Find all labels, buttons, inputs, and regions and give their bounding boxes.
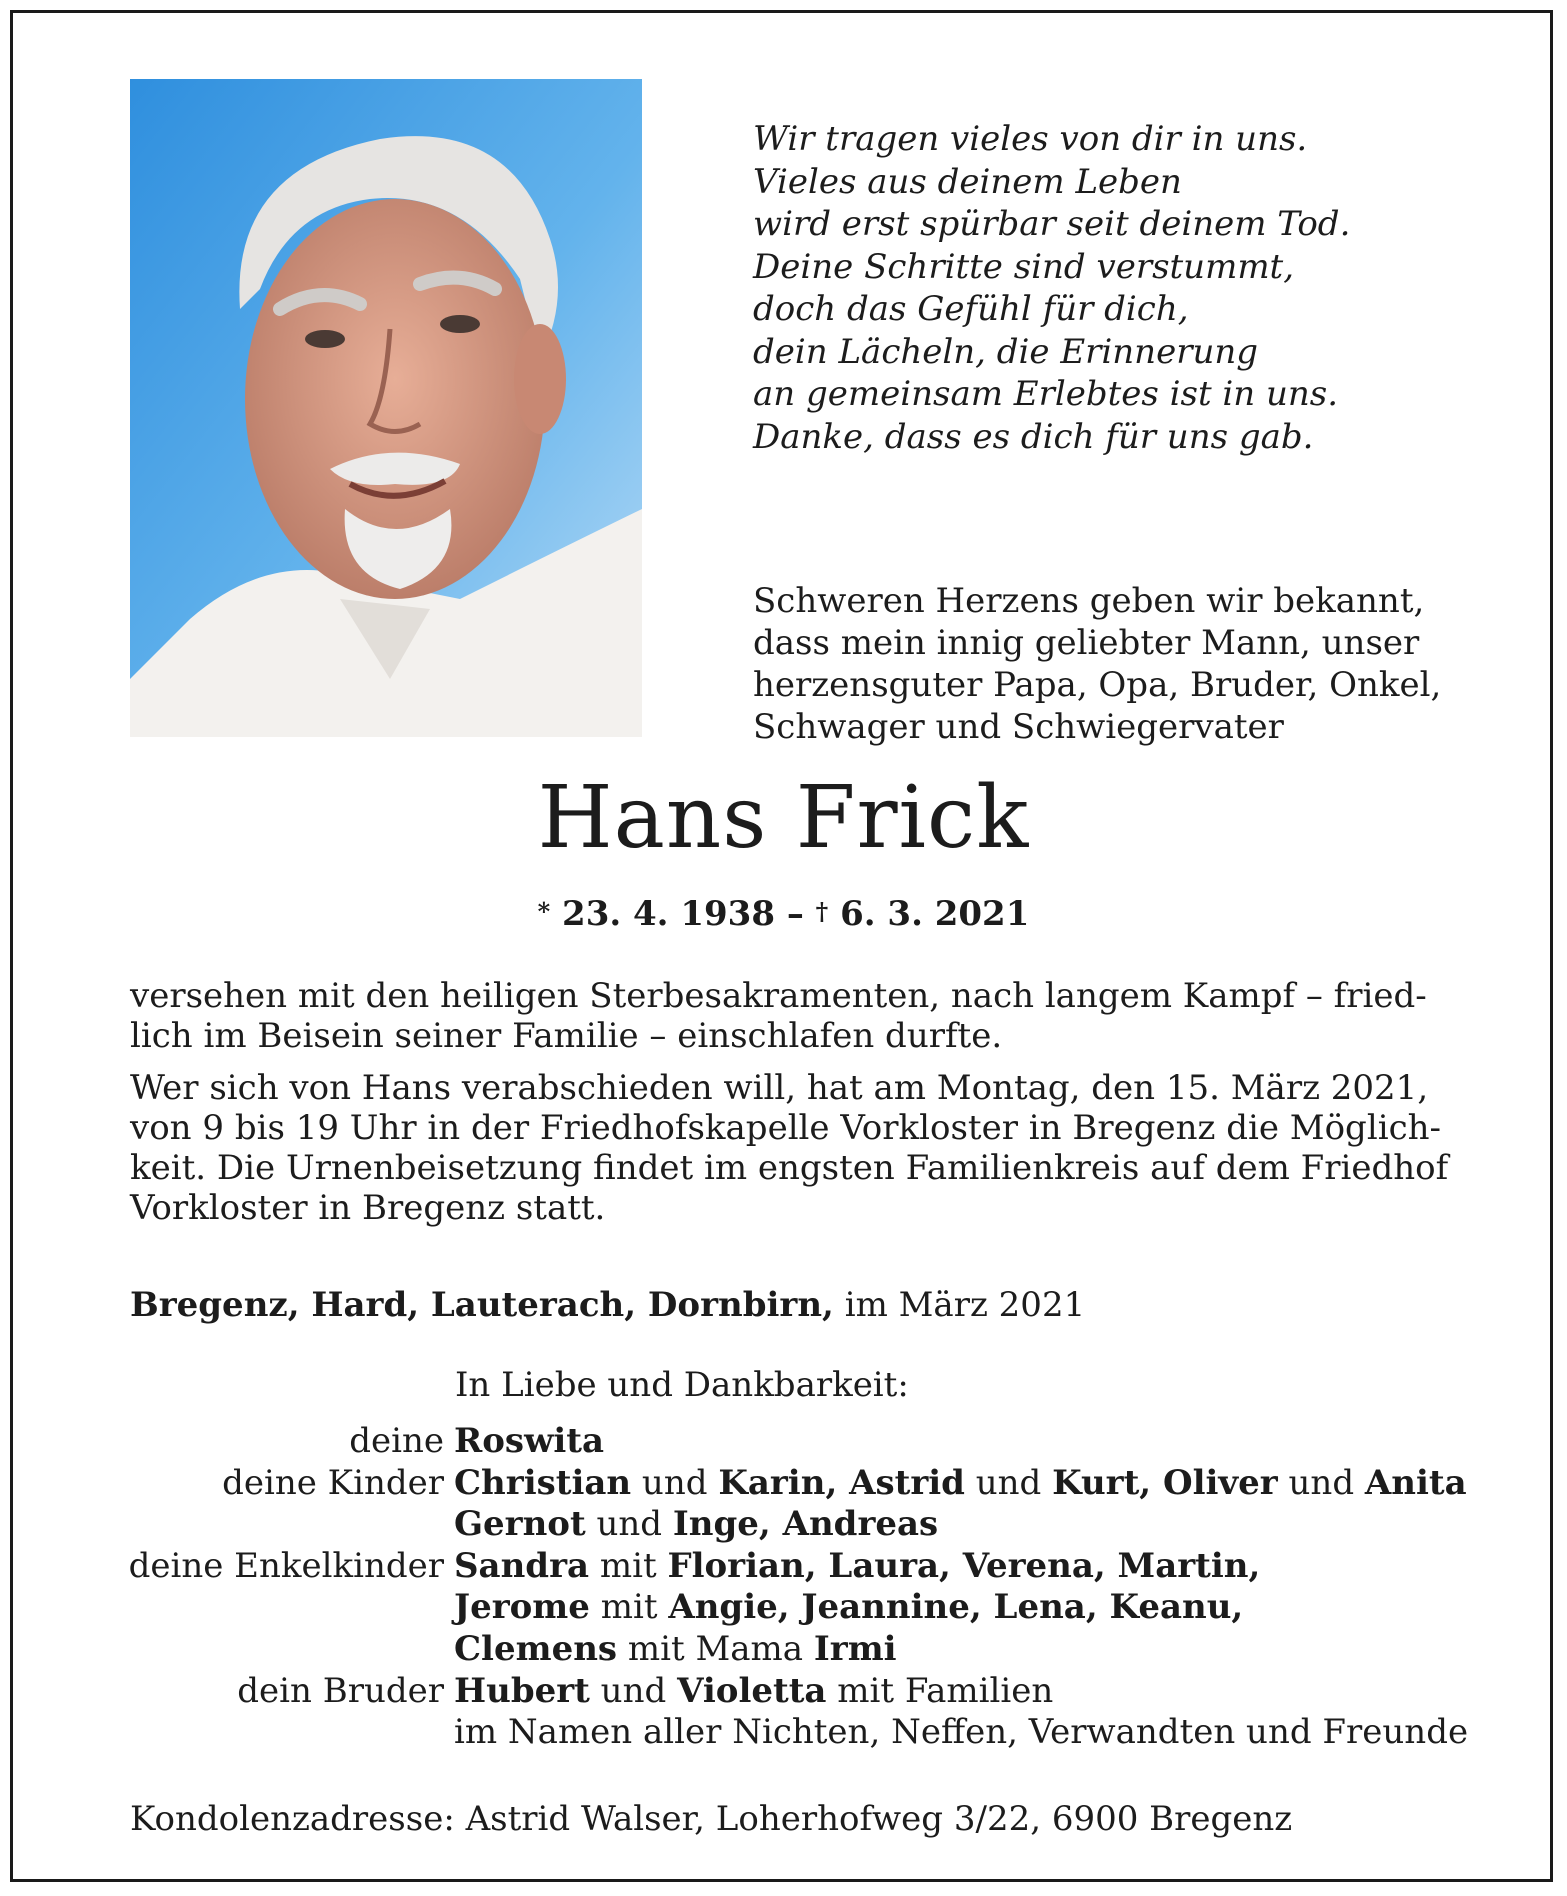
poem-line: Wir tragen vieles von dir in uns. <box>753 119 1308 159</box>
mourner-relation-label: dein Bruder <box>237 1670 444 1711</box>
mourners-heading: In Liebe und Dankbarkeit: <box>455 1365 909 1405</box>
mourner-connector: mit <box>589 1587 669 1628</box>
mourner-relation-label <box>100 1629 454 1671</box>
condolence-address: Kondolenzadresse: Astrid Walser, Loherhofweg 3/22, 6900 Bregenz <box>130 1799 1293 1839</box>
mourner-name: Christian <box>454 1462 632 1503</box>
mourner-name: Irmi <box>813 1628 897 1669</box>
notice-body <box>130 976 1450 1228</box>
mourner-connector: und <box>1277 1462 1365 1503</box>
mourner-relation-label: deine Kinder <box>222 1462 444 1503</box>
body-line: lich im Beisein seiner Familie – einschlafen durfte. <box>130 1016 1003 1056</box>
poem-line: doch das Gefühl für dich, <box>753 289 1189 329</box>
mourner-name: Inge, Andreas <box>672 1504 939 1545</box>
announcement-intro <box>753 580 1473 748</box>
mourner-row <box>100 1587 1468 1629</box>
mourner-names <box>454 1504 938 1546</box>
mourner-name: Clemens <box>454 1628 618 1669</box>
body-line: versehen mit den heiligen Sterbesakramenten, nach langem Kampf – fried- <box>130 976 1427 1016</box>
mourner-name: Angie, Jeannine, Lena, Keanu, <box>668 1587 1244 1628</box>
intro-line: Schweren Herzens geben wir bekannt, <box>753 581 1425 621</box>
poem-line: Danke, dass es dich für uns gab. <box>753 416 1314 457</box>
body-line: Vorkloster in Bregenz statt. <box>130 1188 606 1228</box>
mourners-list <box>100 1421 1468 1754</box>
poem-line: an gemeinsam Erlebtes ist in uns. <box>753 374 1339 414</box>
mourner-name: Sandra <box>454 1545 590 1586</box>
mourner-name: Violetta <box>677 1670 827 1711</box>
mourner-names <box>454 1463 1467 1505</box>
mourner-name: Roswita <box>454 1421 604 1461</box>
mourner-connector: und <box>631 1462 719 1503</box>
mourner-connector: mit Mama <box>617 1628 814 1669</box>
mourner-names <box>454 1546 1260 1588</box>
mourner-name: Gernot <box>454 1504 586 1545</box>
mourner-name: Hubert <box>454 1670 590 1711</box>
memorial-poem <box>753 118 1453 458</box>
birth-date: 23. 4. 1938 <box>562 894 775 934</box>
places-date: im März 2021 <box>833 1285 1086 1325</box>
mourner-row <box>100 1546 1468 1588</box>
mourner-relation-label <box>100 1504 454 1546</box>
portrait-photo <box>130 79 642 737</box>
mourner-name: Jerome <box>454 1587 590 1628</box>
poem-line: dein Lächeln, die Erinnerung <box>753 331 1259 372</box>
intro-line: Schwager und Schwiegervater <box>753 707 1284 747</box>
intro-line: herzensguter Papa, Opa, Bruder, Onkel, <box>753 665 1442 705</box>
mourner-row <box>100 1504 1468 1546</box>
body-line: keit. Die Urnenbeisetzung findet im engsten Familienkreis auf dem Friedhof <box>130 1148 1449 1188</box>
body-line: von 9 bis 19 Uhr in der Friedhofskapelle Vorkloster in Bregenz die Möglich- <box>130 1108 1441 1148</box>
mourner-connector: mit <box>589 1545 668 1586</box>
mourner-name: Florian, Laura, Verena, Martin, <box>667 1545 1261 1586</box>
poem-line: Vieles aus deinem Leben <box>753 161 1182 202</box>
deceased-name: Hans Frick <box>537 768 1030 868</box>
mourner-row <box>100 1421 1468 1463</box>
places-date-line <box>130 1284 1450 1326</box>
mourner-connector: und <box>964 1462 1053 1503</box>
mourner-names <box>454 1712 1468 1754</box>
mourner-name: Karin, Astrid <box>718 1462 965 1503</box>
mourner-name: Anita <box>1364 1462 1467 1503</box>
poem-line: Deine Schritte sind verstummt, <box>753 246 1295 287</box>
mourner-connector: im Namen aller Nichten, Neffen, Verwandten und Freunde <box>454 1712 1469 1753</box>
mourner-connector: mit Familien <box>826 1670 1054 1711</box>
intro-line: dass mein innig geliebter Mann, unser <box>753 623 1420 663</box>
death-date: 6. 3. 2021 <box>840 894 1030 934</box>
mourner-row <box>100 1629 1468 1671</box>
mourner-names <box>454 1671 1053 1713</box>
mourner-name: Kurt, Oliver <box>1052 1462 1278 1503</box>
birth-symbol: * <box>537 897 551 926</box>
places-towns: Bregenz, Hard, Lauterach, Dornbirn, <box>130 1285 834 1325</box>
mourner-relation-label <box>100 1587 454 1629</box>
mourner-relation-label: deine Enkelkinder <box>128 1545 444 1586</box>
mourner-names <box>454 1587 1243 1629</box>
mourner-row <box>100 1463 1468 1505</box>
mourner-row <box>100 1712 1468 1754</box>
mourner-row <box>100 1671 1468 1713</box>
life-dates <box>0 892 1567 936</box>
poem-line: wird erst spürbar seit deinem Tod. <box>753 204 1351 244</box>
mourner-relation-label <box>100 1712 454 1754</box>
mourner-names <box>454 1629 897 1671</box>
mourner-connector: und <box>589 1670 678 1711</box>
date-separator: – <box>774 894 816 934</box>
death-symbol: † <box>815 897 829 926</box>
mourner-relation-label: deine <box>349 1421 444 1461</box>
mourner-connector: und <box>585 1504 673 1545</box>
mourner-names <box>454 1421 604 1463</box>
body-line: Wer sich von Hans verabschieden will, hat am Montag, den 15. März 2021, <box>130 1068 1429 1108</box>
